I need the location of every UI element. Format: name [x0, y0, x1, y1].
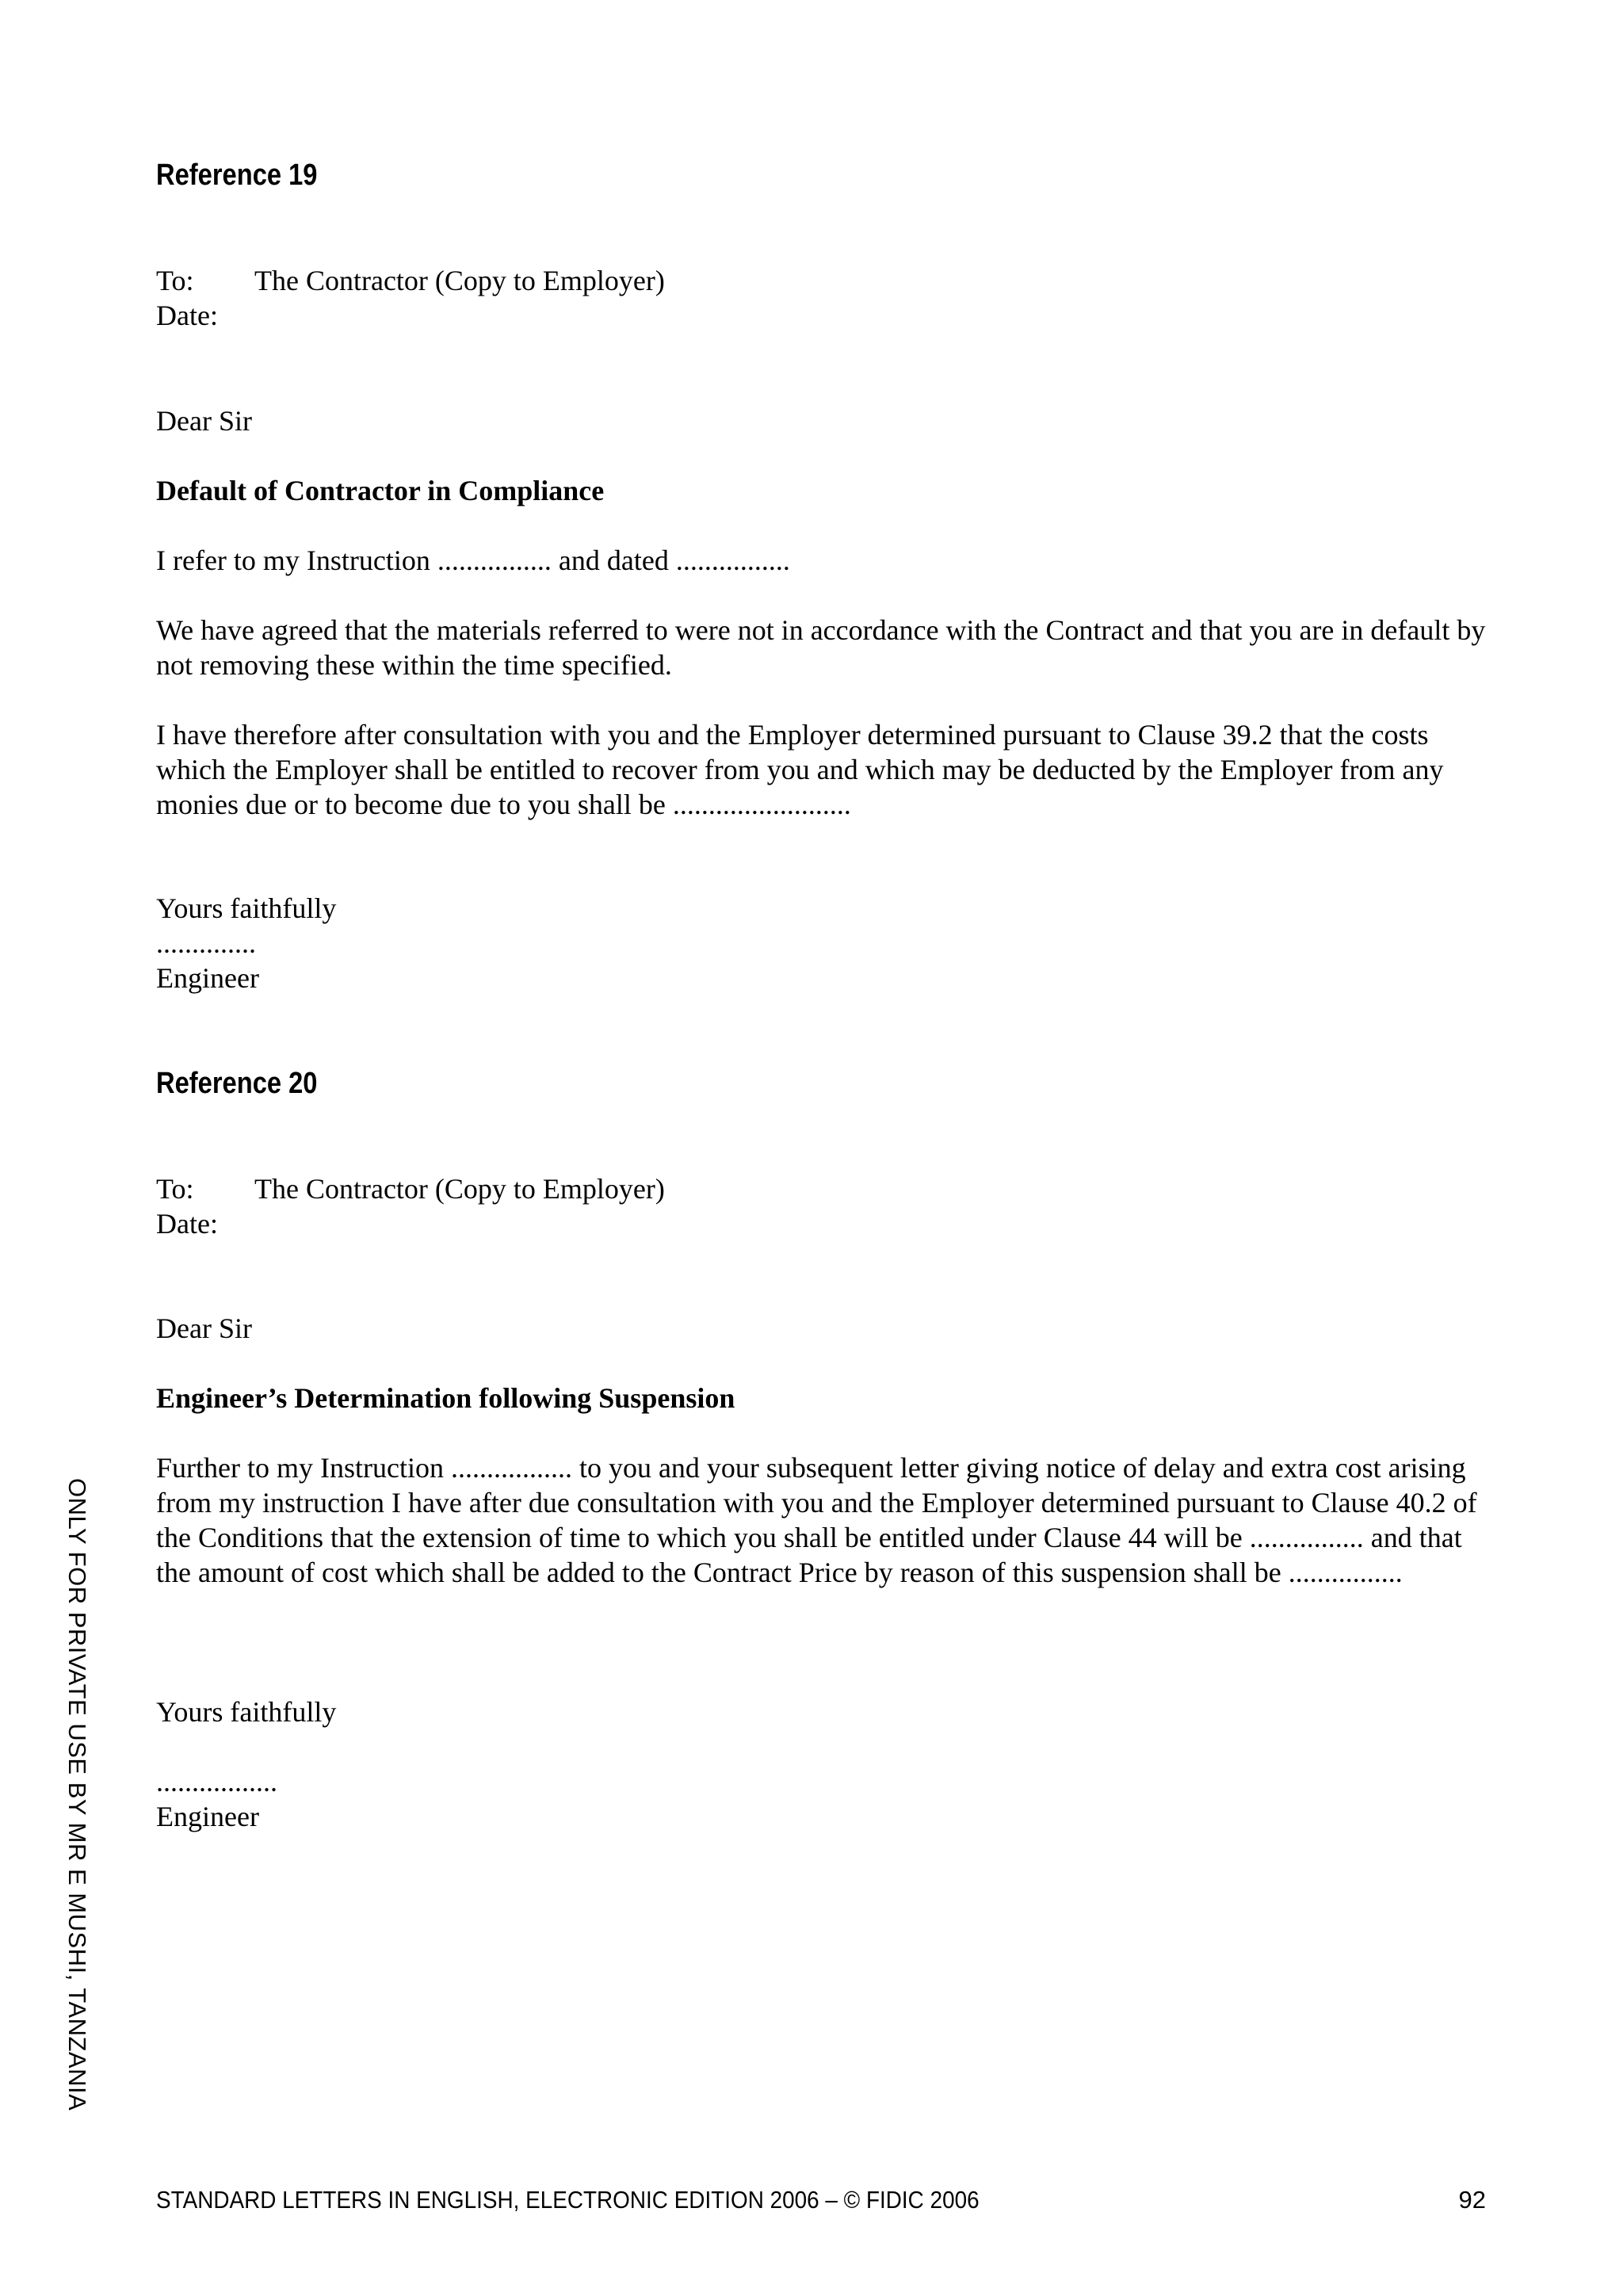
signature-placeholder: ..............	[156, 927, 256, 959]
page-number: 92	[1458, 2186, 1486, 2214]
letter-subject: Engineer’s Determination following Suspension	[156, 1382, 735, 1414]
to-label: To:	[156, 265, 194, 296]
to-line	[156, 263, 1487, 298]
to-recipient: The Contractor (Copy to Employer)	[254, 1173, 665, 1205]
closing: Yours faithfully	[156, 892, 337, 924]
reference-heading: Reference 19	[156, 159, 318, 192]
letter-paragraph: We have agreed that the materials referred to were not in accordance with the Contract and that you are in default by not removing these within the time specified.	[156, 614, 1486, 681]
letter-reference-19	[156, 158, 1487, 193]
to-line	[156, 1171, 1487, 1206]
letter-subject: Default of Contractor in Compliance	[156, 475, 605, 506]
date-line	[156, 1206, 1487, 1241]
to-label: To:	[156, 1173, 194, 1205]
date-label: Date:	[156, 300, 218, 331]
letter-paragraph: I have therefore after consultation with you and the Employer determined pursuant to Clause 39.2 that the costs which the Employer shall be entitled to recover from you and which may be deducted by the Employer from any monies due or to become due to you shall be .........................	[156, 719, 1444, 820]
signatory: Engineer	[156, 962, 259, 994]
letter-signoff	[156, 891, 1487, 995]
footer-copyright: STANDARD LETTERS IN ENGLISH, ELECTRONIC EDITION 2006 – © FIDIC 2006	[156, 2186, 980, 2214]
to-recipient: The Contractor (Copy to Employer)	[254, 265, 665, 296]
signature-placeholder: .................	[156, 1766, 277, 1797]
salutation: Dear Sir	[156, 405, 252, 437]
letter-paragraph: Further to my Instruction ................. to you and your subsequent letter giving notice of delay and extra cost arising from my instruction I have after due consultation with you and the Employer determined pursuant to Clause 40.2 of the Conditions that the extension of time to which you shall be entitled under Clause 44 will be ................ and that the amount of cost which shall be added to the Contract Price by reason of this suspension shall be ................	[156, 1452, 1477, 1588]
letter-reference-20	[156, 1066, 1487, 1101]
signatory: Engineer	[156, 1801, 259, 1832]
date-label: Date:	[156, 1208, 218, 1240]
salutation: Dear Sir	[156, 1312, 252, 1344]
private-use-watermark: ONLY FOR PRIVATE USE BY MR E MUSHI, TANZANIA	[63, 1478, 91, 2111]
letter-address-block	[156, 263, 1487, 333]
closing: Yours faithfully	[156, 1696, 337, 1728]
letter-signoff	[156, 1694, 1487, 1834]
letter-paragraph: I refer to my Instruction ................ and dated ................	[156, 544, 790, 576]
date-line	[156, 298, 1487, 333]
reference-heading: Reference 20	[156, 1067, 318, 1100]
letter-address-block	[156, 1171, 1487, 1241]
